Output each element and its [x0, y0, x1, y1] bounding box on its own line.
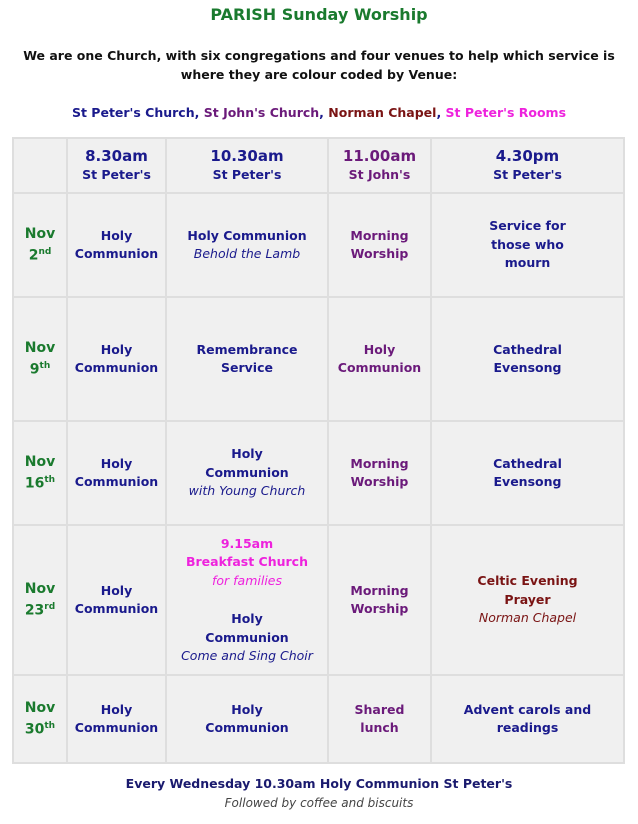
header-cell-1100 [329, 139, 432, 194]
service-name: Celtic Evening Prayer [477, 573, 578, 607]
header-time: 8.30am [85, 147, 148, 166]
table-header-row [14, 139, 623, 194]
header-cell-830 [68, 139, 167, 194]
service-cell [68, 676, 167, 762]
venue-norman-chapel: Norman Chapel [328, 105, 437, 120]
service-subtitle: Behold the Lamb [193, 246, 301, 261]
cell-spacer [171, 590, 323, 610]
header-venue: St Peter's [493, 167, 562, 183]
date-month: Nov [24, 700, 56, 717]
service-cell [167, 194, 329, 298]
date-cell [14, 422, 68, 526]
header-time: 10.30am [210, 147, 284, 166]
service-name: Cathedral Evensong [493, 455, 562, 489]
table-row [14, 676, 623, 762]
service-cell [432, 676, 623, 762]
service-cell [167, 676, 329, 762]
venue-st-johns-church: St John's Church [203, 105, 320, 120]
service-name: Shared lunch [354, 701, 405, 735]
service-name: Breakfast Church [185, 554, 308, 569]
service-name: Service for those who mourn [489, 218, 566, 271]
service-name: Holy Communion [74, 701, 159, 735]
service-name: Holy Communion [337, 341, 422, 375]
service-name: Holy Communion [74, 455, 159, 489]
service-cell [167, 298, 329, 422]
footer-note: Followed by coffee and biscuits [224, 796, 414, 810]
service-cell [68, 298, 167, 422]
date-cell [14, 194, 68, 298]
date-cell [14, 298, 68, 422]
venue-separator: , [194, 105, 200, 120]
service-cell [167, 422, 329, 526]
table-row [14, 422, 623, 526]
service-cell [432, 422, 623, 526]
date-suffix: th [44, 475, 56, 486]
header-time: 11.00am [342, 147, 417, 166]
date-day: 2 [28, 247, 39, 264]
venue-st-peters-rooms: St Peter's Rooms [445, 105, 567, 120]
service-cell [432, 526, 623, 676]
intro-text: We are one Church, with six congregations and four venues to help which service is where they are colour coded by Venue: [23, 48, 615, 82]
service-name: Morning Worship [350, 227, 409, 261]
service-cell [329, 526, 432, 676]
service-cell [329, 298, 432, 422]
service-name: Holy Communion [187, 227, 307, 243]
venue-legend [0, 104, 638, 122]
service-subtitle: Come and Sing Choir [181, 648, 313, 663]
service-name: Holy Communion [74, 227, 159, 261]
table-row [14, 194, 623, 298]
service-cell [68, 526, 167, 676]
header-venue: St Peter's [212, 167, 282, 183]
service-cell [432, 298, 623, 422]
table-row [14, 298, 623, 422]
header-venue: St Peter's [82, 167, 151, 183]
service-name: Morning Worship [350, 455, 409, 489]
header-cell-1030 [167, 139, 329, 194]
service-cell [68, 194, 167, 298]
page-title: PARISH Sunday Worship [210, 5, 428, 24]
venue-separator: , [436, 105, 442, 120]
service-cell [329, 422, 432, 526]
service-name: Holy Communion [74, 582, 159, 616]
service-name: Holy Communion [205, 446, 289, 480]
service-name: Holy Communion [205, 611, 289, 645]
worship-schedule-table [12, 137, 625, 764]
service-subtitle: for families [211, 572, 283, 588]
service-cell [167, 526, 329, 676]
service-time: 9.15am [220, 535, 274, 551]
date-suffix: rd [44, 602, 56, 613]
date-month: Nov [24, 581, 56, 598]
service-cell [68, 422, 167, 526]
date-month: Nov [24, 340, 56, 357]
service-name: Remembrance Service [196, 341, 298, 375]
header-empty-cell [14, 139, 68, 194]
date-day: 30 [24, 721, 45, 738]
date-day: 23 [24, 602, 45, 619]
venue-separator: , [319, 105, 324, 120]
service-name: Advent carols and readings [463, 701, 592, 735]
date-month: Nov [24, 226, 56, 243]
service-cell [432, 194, 623, 298]
footer-weekday-service: Every Wednesday 10.30am Holy Communion St Peter's [125, 776, 513, 791]
service-cell [329, 676, 432, 762]
service-subtitle: with Young Church [188, 483, 306, 499]
service-name: Holy Communion [74, 341, 159, 375]
date-cell [14, 526, 68, 676]
date-suffix: th [44, 721, 56, 732]
date-day: 16 [24, 475, 45, 492]
service-name: Cathedral Evensong [493, 341, 562, 375]
header-time: 4.30pm [495, 147, 560, 166]
date-month: Nov [24, 454, 56, 471]
date-suffix: nd [38, 247, 52, 258]
header-venue: St John's [348, 167, 411, 183]
venue-st-peters-church: St Peter's Church [71, 105, 195, 120]
service-subtitle: Norman Chapel [478, 610, 577, 626]
service-name: Morning Worship [350, 582, 409, 616]
date-day: 9 [29, 361, 40, 378]
date-cell [14, 676, 68, 762]
date-suffix: th [39, 361, 51, 372]
header-cell-1630 [432, 139, 623, 194]
service-cell [329, 194, 432, 298]
table-row [14, 526, 623, 676]
service-name: Holy Communion [205, 701, 289, 735]
